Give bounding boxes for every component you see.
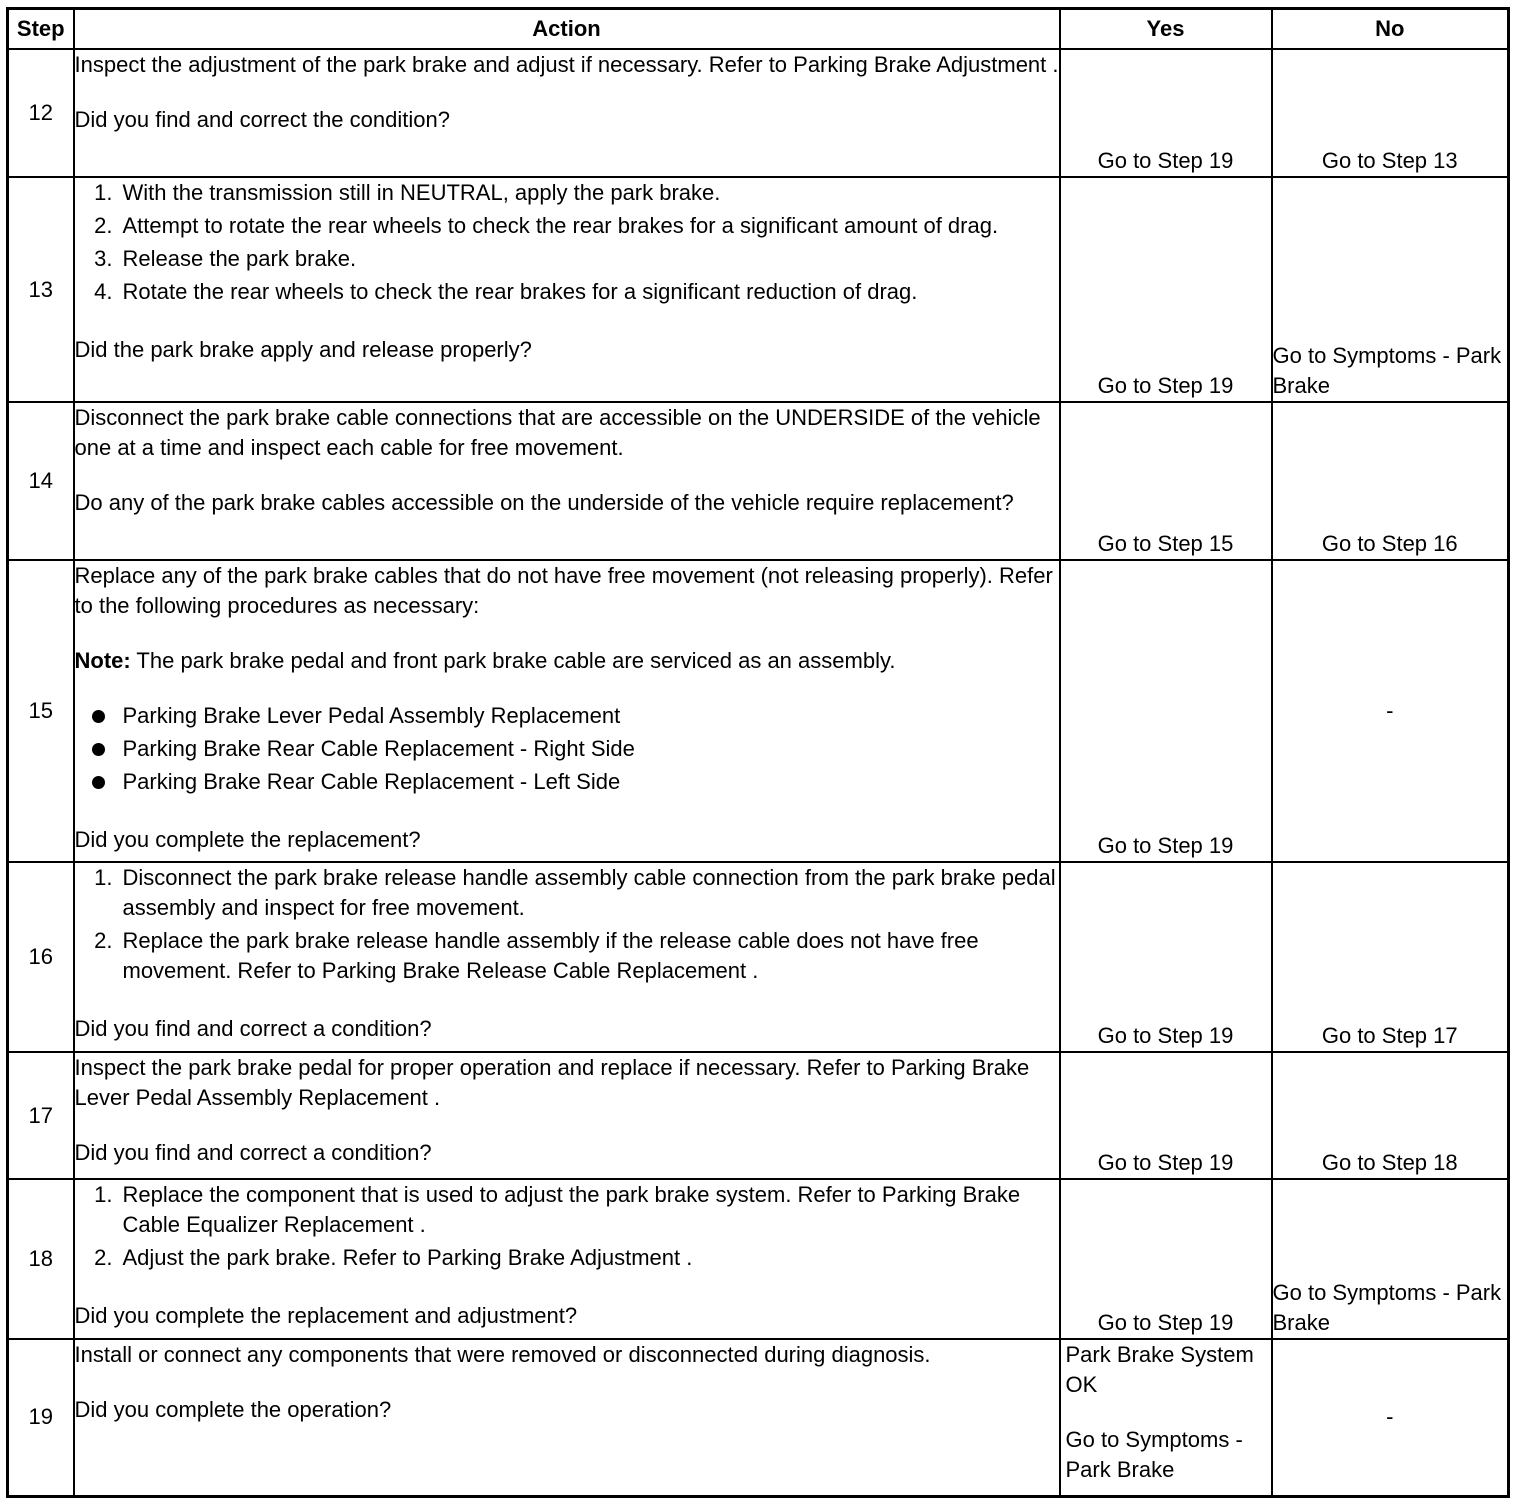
yes-cell: Go to Step 19 [1060,1179,1272,1339]
action-text: Disconnect the park brake cable connections that are accessible on the UNDERSIDE of the vehicle one at a time and inspect each cable for free movement. [74,405,1041,460]
step-number: 13 [8,177,74,402]
bullet-icon [92,743,105,756]
header-yes: Yes [1060,9,1272,50]
procedure-list [75,701,1059,797]
table-row [8,862,1509,1052]
action-steps-list [75,178,1059,307]
step-number: 17 [8,1052,74,1179]
list-item: 1. Disconnect the park brake release handle assembly cable connection from the park brake pedal assembly and inspect for free movement. [94,865,1056,920]
step-number: 14 [8,402,74,560]
yes-cell [1060,1339,1272,1496]
step-number: 16 [8,862,74,1052]
list-item: 4. Rotate the rear wheels to check the rear brakes for a significant reduction of drag. [94,279,918,304]
header-action: Action [74,9,1060,50]
list-item: 2. Replace the park brake release handle assembly if the release cable does not have free movement. Refer to Parking Brake Release Cable Replacement . [94,928,979,983]
yes-cell: Go to Step 15 [1060,402,1272,560]
step-number: 18 [8,1179,74,1339]
action-cell [74,49,1060,177]
yes-cell: Go to Step 19 [1060,862,1272,1052]
note-text: The park brake pedal and front park brake cable are serviced as an assembly. [130,648,896,673]
list-item: Parking Brake Lever Pedal Assembly Replacement [75,701,1059,731]
action-cell [74,1179,1060,1339]
no-cell: Go to Symptoms - Park Brake [1272,1179,1509,1339]
header-row [8,9,1509,50]
yes-result-ok: Park Brake System OK [1065,1342,1254,1397]
action-question: Did the park brake apply and release properly? [74,337,532,362]
action-text: Inspect the park brake pedal for proper operation and replace if necessary. Refer to Parking Brake Lever Pedal Assembly Replacement . [74,1055,1030,1110]
yes-result-symptoms: Go to Symptoms - Park Brake [1065,1427,1243,1482]
action-steps-list [75,1180,1059,1273]
action-question: Did you find and correct a condition? [74,1140,432,1165]
header-step: Step [8,9,74,50]
action-cell [74,177,1060,402]
no-cell: Go to Step 13 [1272,49,1509,177]
bullet-icon [92,776,105,789]
no-cell: Go to Step 17 [1272,862,1509,1052]
table-row [8,560,1509,862]
list-item: Parking Brake Rear Cable Replacement - Right Side [75,734,1059,764]
action-cell [74,402,1060,560]
table-row [8,1179,1509,1339]
table-row [8,49,1509,177]
action-cell [74,560,1060,862]
action-question: Did you complete the replacement and adjustment? [74,1303,578,1328]
table-row [8,402,1509,560]
step-number: 12 [8,49,74,177]
action-question: Do any of the park brake cables accessible on the underside of the vehicle require replacement? [74,490,1014,515]
action-question: Did you complete the operation? [74,1397,392,1422]
yes-cell: Go to Step 19 [1060,1052,1272,1179]
action-text: Inspect the adjustment of the park brake and adjust if necessary. Refer to Parking Brake Adjustment . [74,52,1059,77]
table-row [8,1052,1509,1179]
action-question: Did you complete the replacement? [74,827,421,852]
list-item: Parking Brake Rear Cable Replacement - Left Side [75,767,1059,797]
table-row [8,1339,1509,1496]
no-cell: Go to Step 18 [1272,1052,1509,1179]
action-cell [74,1339,1060,1496]
no-cell: - [1272,560,1509,862]
step-number: 19 [8,1339,74,1496]
yes-cell: Go to Step 19 [1060,49,1272,177]
diagnostic-table [6,7,1510,1498]
list-item: 2. Adjust the park brake. Refer to Parking Brake Adjustment . [94,1245,693,1270]
bullet-icon [92,710,105,723]
note-label: Note: [74,648,131,673]
no-cell: Go to Symptoms - Park Brake [1272,177,1509,402]
action-question: Did you find and correct a condition? [74,1016,432,1041]
list-item: 1. With the transmission still in NEUTRAL, apply the park brake. [94,180,721,205]
header-no: No [1272,9,1509,50]
yes-cell: Go to Step 19 [1060,560,1272,862]
action-note [75,646,1059,676]
no-cell: Go to Step 16 [1272,402,1509,560]
list-item: 2. Attempt to rotate the rear wheels to check the rear brakes for a significant amount of drag. [94,213,999,238]
no-cell: - [1272,1339,1509,1496]
action-question: Did you find and correct the condition? [74,107,450,132]
step-number: 15 [8,560,74,862]
list-item: 1. Replace the component that is used to adjust the park brake system. Refer to Parking Brake Cable Equalizer Replacement . [94,1182,1021,1237]
action-cell [74,1052,1060,1179]
yes-cell: Go to Step 19 [1060,177,1272,402]
action-steps-list [75,863,1059,986]
action-cell [74,862,1060,1052]
list-item: 3. Release the park brake. [94,246,357,271]
table-row [8,177,1509,402]
action-text: Install or connect any components that were removed or disconnected during diagnosis. [74,1342,931,1367]
action-text: Replace any of the park brake cables that do not have free movement (not releasing properly). Refer to the following procedures as necessary: [74,563,1053,618]
